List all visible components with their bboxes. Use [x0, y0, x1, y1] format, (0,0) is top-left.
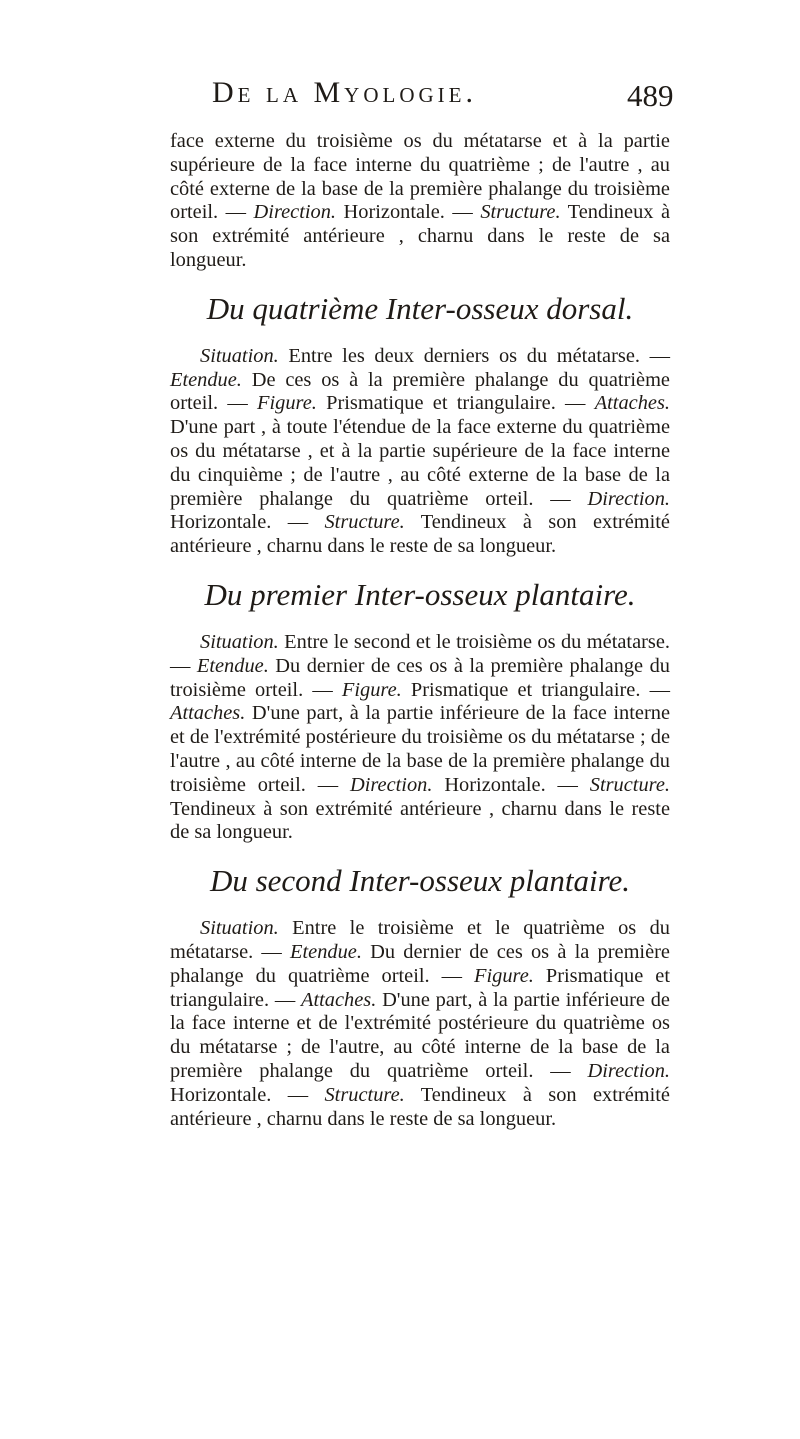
running-title: De la Myologie.	[212, 76, 477, 109]
figure-text: Prismatique et triangulaire. —	[401, 678, 670, 701]
etendue-label: Etendue.	[196, 654, 269, 677]
situation-text: Entre le troisième et le quatrième os du métatarse. —	[170, 917, 670, 963]
figure-text: Prismatique et triangulaire. —	[316, 392, 595, 415]
direction-label: Direction.	[587, 1059, 670, 1082]
section-title: Du quatrième Inter-osseux dorsal.	[206, 290, 634, 326]
structure-text: Tendineux à son extrémité antérieure , charnu dans le reste de sa longueur.	[170, 1083, 670, 1130]
situation-text: Entre le second et le troisième os du métatarse. —	[170, 630, 670, 677]
attaches-label: Attaches.	[594, 392, 670, 415]
intro-text-1: face externe du troisième os du métatarse et à la partie supérieure de la face interne du quatrième ; de l'autre , au côté externe de la base de la première phalange du troisième orteil. —	[170, 130, 670, 224]
section-paragraph	[170, 345, 670, 559]
section-title: Du premier Inter-osseux plantaire.	[204, 576, 636, 612]
page-header	[0, 76, 800, 116]
section-premier-inter-osseux-plantaire	[170, 577, 670, 845]
situation-text: Entre les deux derniers os du métatarse. —	[278, 344, 670, 367]
structure-text: Tendineux à son extrémité antérieure , charnu dans le reste de sa longueur.	[170, 797, 670, 844]
direction-text: Horizontale. —	[170, 511, 325, 534]
section-paragraph	[170, 917, 670, 1131]
structure-text: Tendineux à son extrémité antérieure , charnu dans le reste de sa longueur.	[170, 511, 670, 558]
situation-label: Situation.	[200, 344, 279, 367]
situation-label: Situation.	[200, 917, 279, 940]
section-second-inter-osseux-plantaire	[170, 863, 670, 1131]
structure-label: Structure.	[480, 201, 561, 224]
figure-text: Prismatique et triangulaire. —	[170, 964, 670, 1011]
etendue-label: Etendue.	[170, 368, 242, 391]
etendue-text: De ces os à la première phalange du quatrième orteil. —	[170, 368, 670, 415]
structure-label: Structure.	[324, 1083, 405, 1106]
direction-text: Horizontale. —	[432, 773, 590, 796]
page-number: 489	[627, 78, 674, 113]
etendue-text: Du dernier de ces os à la première phalange du quatrième orteil. —	[170, 940, 670, 987]
situation-label: Situation.	[200, 630, 279, 653]
attaches-label: Attaches.	[170, 702, 246, 725]
figure-label: Figure.	[474, 964, 534, 987]
section-quatrieme-inter-osseux-dorsal	[170, 291, 670, 559]
structure-label: Structure.	[324, 511, 405, 534]
direction-text: Horizontale. —	[170, 1083, 325, 1106]
direction-label: Direction.	[349, 773, 433, 796]
intro-text-3: Tendineux à son extrémité antérieure , charnu dans le reste de sa longueur.	[170, 201, 671, 271]
structure-label: Structure.	[589, 773, 670, 796]
intro-paragraph	[170, 130, 670, 273]
attaches-text: D'une part , à toute l'étendue de la face externe du quatrième os du métatarse , et à la partie supérieure de la face interne du cinquième ; de l'autre , au côté externe de la base de la première phalange du quatrième orteil. —	[170, 416, 670, 510]
intro-text-2: Horizontale. —	[336, 201, 481, 224]
etendue-text: Du dernier de ces os à la première phalange du troisième orteil. —	[170, 654, 670, 701]
attaches-label: Attaches.	[301, 988, 377, 1011]
attaches-text: D'une part, à la partie inférieure de la face interne et de l'extrémité postérieure du troisième os du métatarse ; de l'autre , au côté interne de la base de la première phalange du troisième orteil. —	[170, 702, 670, 796]
section-title: Du second Inter-osseux plantaire.	[209, 863, 631, 899]
direction-label: Direction.	[587, 487, 670, 510]
attaches-text: D'une part, à la partie inférieure de la face interne et de l'extrémité postérieure du quatrième os du métatarse ; de l'autre, au côté interne de la base de la première phalange du quatrième orteil. —	[170, 988, 670, 1082]
section-paragraph	[170, 631, 670, 845]
figure-label: Figure.	[341, 678, 402, 701]
direction-label: Direction.	[253, 201, 337, 224]
figure-label: Figure.	[257, 392, 317, 415]
etendue-label: Etendue.	[290, 940, 362, 963]
page-body	[170, 130, 670, 1131]
